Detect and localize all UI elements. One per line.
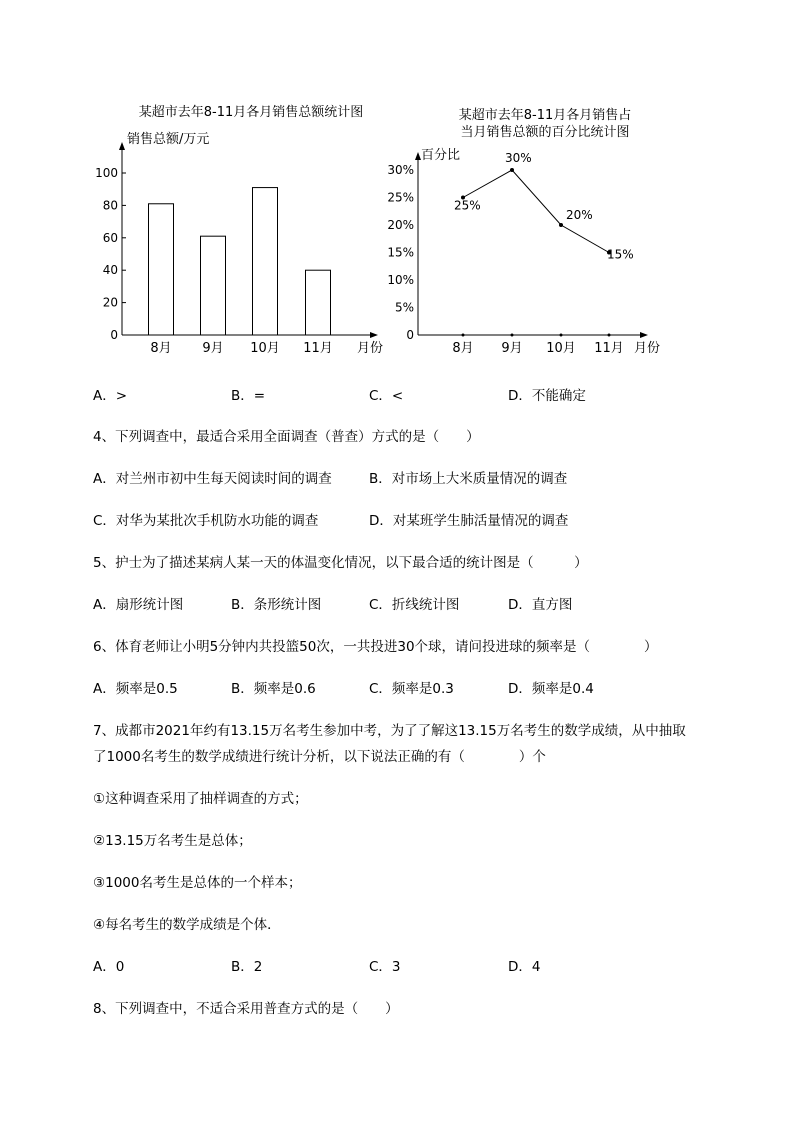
bar-x-tick-label: 10月 xyxy=(250,341,280,356)
line-x-tick-label: 8月 xyxy=(452,341,474,356)
line-point-3 xyxy=(559,223,563,227)
line-data-label: 30% xyxy=(505,151,532,165)
q5-stem: 5、护士为了描述某病人某一天的体温变化情况，以下最合适的统计图是（ ） xyxy=(93,555,588,571)
q6-option-d[interactable]: D．频率是0.4 xyxy=(508,681,594,697)
q5-option-d[interactable]: D．直方图 xyxy=(508,597,573,613)
bar-x-tick-label: 8月 xyxy=(150,341,172,356)
q4-option-d[interactable]: D．对某班学生肺活量情况的调查 xyxy=(369,513,569,529)
line-chart-title-line-2: 当月销售总额的百分比统计图 xyxy=(460,125,630,140)
q4-option-b[interactable]: B．对市场上大米质量情况的调查 xyxy=(369,471,568,487)
q3-option-d[interactable]: D．不能确定 xyxy=(508,388,586,404)
q7-stem-line-2: 了1000名考生的数学成绩进行统计分析，以下说法正确的有（ ）个 xyxy=(93,749,546,765)
q6-option-b[interactable]: B．频率是0.6 xyxy=(231,681,316,697)
q5-option-a[interactable]: A．扇形统计图 xyxy=(93,597,184,613)
q5-option-c[interactable]: C．折线统计图 xyxy=(369,597,460,613)
bar-chart-xlabel: 月份 xyxy=(357,341,384,356)
line-y-tick-label: 30% xyxy=(387,163,414,177)
line-chart-title-line-1: 某超市去年8-11月各月销售占 xyxy=(458,108,632,123)
q4-option-a[interactable]: A．对兰州市初中生每天阅读时间的调查 xyxy=(93,471,332,487)
q6-option-a[interactable]: A．频率是0.5 xyxy=(93,681,178,697)
bar-chart-ylabel: 销售总额/万元 xyxy=(127,132,210,147)
bar-y-tick-label: 40 xyxy=(102,263,118,278)
line-chart-ylabel: 百分比 xyxy=(421,148,461,163)
bar-x-tick-label: 9月 xyxy=(202,341,224,356)
q4-option-c[interactable]: C．对华为某批次手机防水功能的调查 xyxy=(93,513,319,529)
line-point-2 xyxy=(510,168,514,172)
q6-stem: 6、体育老师让小明5分钟内共投篮50次，一共投进30个球，请问投进球的频率是（ ） xyxy=(93,639,658,655)
bar-x-tick-label: 11月 xyxy=(303,341,333,356)
q7-option-a[interactable]: A．0 xyxy=(93,959,125,975)
q7-option-c[interactable]: C．3 xyxy=(369,959,401,975)
q7-option-b[interactable]: B．2 xyxy=(231,959,263,975)
bar-chart-title: 某超市去年8-11月各月销售总额统计图 xyxy=(138,105,364,120)
line-y-tick-label: 5% xyxy=(394,300,414,315)
q3-option-c[interactable]: C．< xyxy=(369,388,404,404)
q4-stem: 4、下列调查中，最适合采用全面调查（普查）方式的是（ ） xyxy=(93,429,480,445)
line-x-tick-dot xyxy=(560,334,563,337)
q7-statement-3: ③1000名考生是总体的一个样本； xyxy=(93,875,302,891)
line-x-tick-label: 11月 xyxy=(594,341,624,356)
line-x-tick-dot xyxy=(511,334,514,337)
q7-option-d[interactable]: D．4 xyxy=(508,959,541,975)
q7-statement-1: ①这种调查采用了抽样调查的方式； xyxy=(93,791,308,807)
line-chart xyxy=(0,0,794,380)
line-y-tick-label: 20% xyxy=(387,218,414,232)
line-y-tick-label: 25% xyxy=(387,190,414,205)
bar-y-tick-label: 100 xyxy=(95,166,118,180)
line-y-tick-label: 15% xyxy=(387,245,414,260)
line-data-label: 20% xyxy=(566,208,593,222)
line-x-axis-arrow xyxy=(640,332,648,338)
line-data-label: 25% xyxy=(454,198,481,213)
q8-stem: 8、下列调查中，不适合采用普查方式的是（ ） xyxy=(93,1001,399,1017)
q7-statement-4: ④每名考生的数学成绩是个体． xyxy=(93,917,281,933)
line-y-tick-label: 10% xyxy=(387,273,414,287)
line-x-tick-dot xyxy=(608,334,611,337)
q3-option-b[interactable]: B．= xyxy=(231,388,266,404)
bar-y-tick-label: 20 xyxy=(102,295,118,310)
q3-option-a[interactable]: A．> xyxy=(93,388,128,404)
q7-stem-line-1: 7、成都市2021年约有13.15万名考生参加中考，为了了解这13.15万名考生的数学成绩，从中抽取 xyxy=(93,723,686,739)
q7-statement-2: ②13.15万名考生是总体； xyxy=(93,833,252,849)
q5-option-b[interactable]: B．条形统计图 xyxy=(231,597,322,613)
line-x-tick-label: 9月 xyxy=(501,341,523,356)
line-chart-xlabel: 月份 xyxy=(634,341,661,356)
line-x-tick-dot xyxy=(462,334,465,337)
line-x-tick-label: 10月 xyxy=(546,341,576,356)
bar-y-tick-label: 80 xyxy=(102,198,118,213)
line-data-label: 15% xyxy=(607,247,634,262)
bar-y-tick-label: 0 xyxy=(110,328,118,342)
line-y-tick-label: 0 xyxy=(406,328,414,342)
q6-option-c[interactable]: C．频率是0.3 xyxy=(369,681,454,697)
bar-y-tick-label: 60 xyxy=(102,230,118,245)
